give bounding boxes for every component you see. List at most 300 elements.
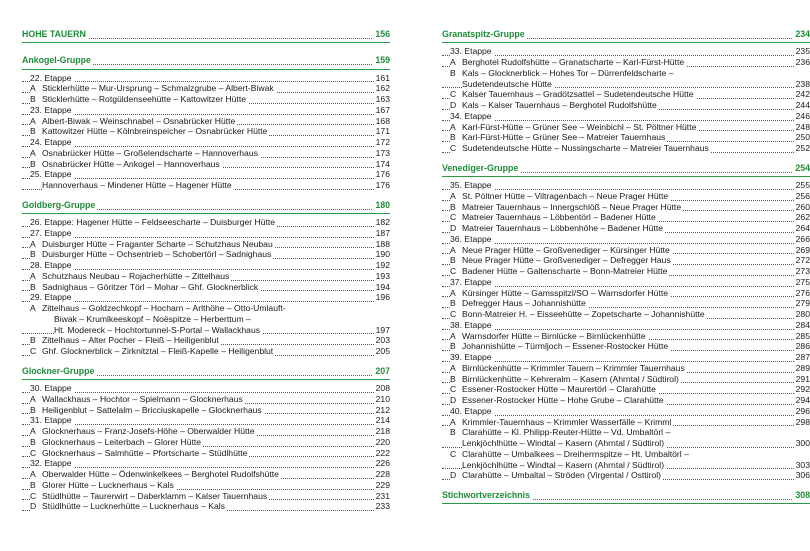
toc-route-entry — [22, 271, 390, 282]
page-number: 161 — [375, 72, 390, 83]
toc-route-entry — [22, 335, 390, 346]
toc-route-entry — [442, 298, 810, 309]
dot-leader — [22, 178, 390, 179]
entry-text: Matreier Tauernhaus – Innergschlöß – Neue Prager Hütte — [462, 201, 682, 212]
toc-route-entry — [442, 191, 810, 202]
toc-stage-entry — [22, 105, 390, 116]
entry-text: Zittelhaus – Goldzechkopf – Hocharn – Arlthöhe – Otto-Umlauft- — [42, 303, 286, 313]
entry-title — [450, 100, 659, 110]
page-number: 291 — [795, 373, 810, 384]
entry-text: 29. Etappe — [30, 292, 72, 303]
toc-route-entry — [442, 245, 810, 256]
entry-text: Sudetendeutsche Hütte – Nussingscharte – Matreier Tauernhaus — [462, 143, 709, 153]
entry-title — [450, 202, 683, 212]
toc-route-entry — [22, 303, 390, 314]
toc-stage-entry — [22, 217, 390, 228]
entry-text: Sticklerhütte – Mur-Ursprung – Schmalzgrube – Albert-Biwak — [42, 83, 274, 94]
entry-text: 30. Etappe — [30, 383, 72, 393]
entry-title — [442, 29, 527, 39]
entry-text: Kals – Glocknerblick – Hohes Tor – Dürrenfeldscharte – — [462, 67, 674, 78]
page-number: 174 — [375, 158, 390, 169]
toc-column-right — [442, 29, 810, 507]
toc-route-entry — [442, 331, 810, 342]
entry-text: Defregger Haus – Johannishütte — [462, 298, 586, 309]
page-number: 306 — [795, 470, 810, 481]
entry-title — [450, 427, 672, 437]
heading-rule — [442, 42, 810, 43]
entry-text: Matreier Tauernhaus – Löbbentörl – Badener Hütte — [462, 212, 656, 223]
page-number: 163 — [375, 94, 390, 104]
entry-text: St. Pöltner Hütte – Viltragenbach – Neue Prager Hütte — [462, 190, 669, 201]
page-number: 234 — [795, 29, 810, 39]
entry-title — [30, 105, 74, 115]
entry-title — [450, 223, 665, 233]
page-number: 210 — [375, 393, 390, 404]
heading-rule — [22, 69, 390, 70]
entry-title — [54, 325, 262, 335]
entry-title — [30, 126, 269, 136]
entry-title — [450, 406, 494, 416]
entry-text: Stüdlhütte – Taurerwirt – Daberklamm – Kalser Tauernhaus — [42, 490, 268, 501]
toc-route-continuation — [442, 79, 810, 90]
section-gap — [22, 46, 390, 55]
entry-title — [22, 55, 93, 65]
route-letter: C — [30, 447, 37, 458]
page-number: 194 — [375, 281, 390, 292]
page-number: 180 — [375, 199, 390, 210]
page-number: 208 — [375, 383, 390, 393]
entry-title — [450, 395, 666, 405]
page-number: 187 — [375, 227, 390, 238]
entry-title — [450, 111, 494, 121]
entry-title — [30, 217, 277, 227]
toc-route-entry — [22, 249, 390, 260]
page-number: 205 — [375, 346, 390, 356]
page-number: 246 — [795, 110, 810, 121]
entry-text: Biwak – Krumlkeeskopf – Noëspitze – Herberttum – — [54, 313, 251, 324]
entry-title — [442, 490, 532, 500]
route-letter: B — [30, 249, 36, 260]
route-letter: A — [450, 362, 456, 373]
entry-title — [30, 426, 257, 436]
entry-text: 26. Etappe: Hagener Hütte – Feldseescharte – Duisburger Hütte — [30, 217, 276, 227]
entry-text: Hannoverhaus – Mindener Hütte – Hagener Hütte — [42, 180, 232, 190]
route-letter: A — [30, 426, 36, 436]
toc-route-entry — [442, 57, 810, 68]
dot-leader — [442, 415, 810, 416]
entry-text: Granatspitz-Gruppe — [442, 29, 525, 39]
entry-text: 22. Etappe — [30, 72, 72, 83]
section-gap — [442, 481, 810, 490]
toc-route-entry — [442, 89, 810, 100]
entry-text: Lenkjöchlhütte – Windtal – Kasern (Ahrntal / Südtirol) — [462, 459, 665, 470]
entry-text: Glocknerhaus – Salmhütte – Pfortscharte – Stüdlhütte — [42, 447, 248, 458]
section-gap — [22, 191, 390, 200]
toc-route-entry — [22, 116, 390, 127]
route-letter: D — [450, 470, 457, 481]
page-number: 260 — [795, 201, 810, 212]
dot-leader — [22, 467, 390, 468]
toc-route-entry — [22, 448, 390, 459]
toc-route-entry — [22, 437, 390, 448]
page-number: 192 — [375, 260, 390, 270]
entry-text: Schutzhaus Neubau – Rojacherhütte – Zittelhaus — [42, 270, 230, 281]
route-letter: C — [450, 143, 457, 153]
toc-route-continuation — [22, 325, 390, 336]
toc-route-entry — [22, 491, 390, 502]
entry-text: Zittelhaus – Alter Pocher – Fleiß – Heiligenblut — [42, 335, 219, 346]
heading-rule — [442, 503, 810, 504]
entry-title — [450, 341, 670, 351]
route-letter: A — [450, 57, 456, 67]
entry-title — [30, 159, 222, 169]
route-letter: A — [450, 287, 456, 298]
entry-title — [450, 57, 686, 67]
entry-title — [30, 405, 264, 415]
route-letter: D — [450, 100, 457, 110]
page-number: 238 — [795, 78, 810, 89]
dot-leader — [442, 361, 810, 362]
entry-text: Clarahütte – Umbaltal – Ströden (Virgental / Osttirol) — [462, 470, 662, 481]
entry-text: Karl-Fürst-Hütte – Grüner See – Matreier Tauernhaus — [462, 132, 666, 143]
toc-route-entry — [22, 159, 390, 170]
page-number: 222 — [375, 447, 390, 458]
heading-rule — [442, 176, 810, 177]
toc-route-entry — [22, 148, 390, 159]
entry-title — [450, 245, 672, 255]
toc-route-entry — [442, 223, 810, 234]
entry-text: Essener-Rostocker Hütte – Maurertörl – Clarahütte — [462, 384, 656, 395]
toc-route-entry — [22, 469, 390, 480]
entry-text: Lenkjöchlhütte – Windtal – Kasern (Ahrntal / Südtirol) — [462, 438, 665, 448]
route-letter: B — [30, 94, 36, 104]
entry-text: 36. Etappe — [450, 233, 492, 244]
entry-text: Bonn-Matreier H. – Eisseehütte – Zopetscharte – Johannishütte — [462, 309, 705, 319]
heading-rule — [22, 379, 390, 380]
route-letter: A — [30, 469, 36, 479]
entry-text: Ht. Modereck – Hochtortunnel-S-Portal – Wallackhaus — [54, 324, 261, 335]
toc-section-heading — [22, 55, 390, 66]
page-number: 284 — [795, 319, 810, 330]
route-letter: B — [30, 281, 36, 292]
page-number: 173 — [375, 147, 390, 158]
toc-stage-entry — [442, 406, 810, 417]
page-number: 197 — [375, 324, 390, 335]
page-number: 228 — [375, 469, 390, 479]
entry-text: 27. Etappe — [30, 227, 72, 238]
entry-text: Oberwalder Hütte – Ödenwinkelkees – Berghotel Rudolfshütte — [42, 469, 279, 479]
route-letter: B — [450, 201, 456, 212]
route-letter: C — [450, 448, 457, 459]
route-letter: D — [30, 501, 37, 512]
entry-title — [30, 501, 227, 511]
entry-title — [30, 415, 74, 425]
route-letter: C — [450, 309, 457, 319]
entry-text: 25. Etappe — [30, 169, 72, 180]
route-letter: A — [450, 416, 456, 427]
toc-stage-entry — [22, 292, 390, 303]
entry-title — [30, 292, 74, 302]
entry-title — [30, 148, 260, 158]
entry-title — [30, 260, 74, 270]
toc-route-entry — [22, 83, 390, 94]
page-number: 273 — [795, 266, 810, 276]
page-number: 203 — [375, 335, 390, 346]
entry-text: Badener Hütte – Galtenscharte – Bonn-Matreier Hütte — [462, 266, 668, 276]
entry-title — [450, 277, 494, 287]
entry-title — [30, 169, 74, 179]
toc-stage-entry — [442, 180, 810, 191]
toc-route-entry — [22, 346, 390, 357]
entry-text: 33. Etappe — [450, 46, 492, 57]
route-letter: D — [450, 395, 457, 405]
dot-leader — [442, 286, 810, 287]
toc-section-heading — [22, 366, 390, 377]
toc-route-entry — [442, 449, 810, 460]
toc-route-entry — [442, 212, 810, 223]
dot-leader — [22, 301, 390, 302]
dot-leader — [22, 146, 390, 147]
page-number: 254 — [795, 162, 810, 173]
toc-stage-entry — [22, 383, 390, 394]
entry-text: Sticklerhütte – Rotgüldenseehütte – Kattowitzer Hütte — [42, 94, 246, 104]
page-number: 190 — [375, 249, 390, 260]
toc-route-entry — [22, 426, 390, 437]
page-number: 266 — [795, 233, 810, 244]
entry-title — [30, 491, 269, 501]
entry-text: Kattowitzer Hütte – Kölnbreinspeicher – Osnabrücker Hütte — [42, 126, 268, 137]
dot-leader — [22, 114, 390, 115]
entry-title — [450, 132, 667, 142]
route-letter: C — [450, 384, 457, 395]
entry-text: Venediger-Gruppe — [442, 162, 519, 173]
entry-title — [450, 288, 670, 298]
entry-text: Kürsinger Hütte – Gamsspitzl/SO – Warnsdorfer Hütte — [462, 287, 669, 298]
route-letter: B — [450, 341, 456, 352]
entry-title — [462, 438, 666, 448]
toc-route-entry — [442, 427, 810, 438]
entry-text: Glockner-Gruppe — [22, 365, 95, 376]
entry-text: Sadnighaus – Göritzer Törl – Mohar – Ghf. Glocknerblick — [42, 281, 259, 292]
page-number: 296 — [795, 405, 810, 416]
page-number: 255 — [795, 180, 810, 190]
entry-title — [450, 89, 696, 99]
entry-text: Goldberg-Gruppe — [22, 199, 96, 210]
toc-route-entry — [22, 126, 390, 137]
toc-route-entry — [442, 341, 810, 352]
toc-route-entry — [442, 384, 810, 395]
page-number: 236 — [795, 57, 810, 67]
page-number: 231 — [375, 490, 390, 501]
entry-text: 39. Etappe — [450, 352, 492, 362]
page-number: 176 — [375, 180, 390, 190]
entry-text: Duisburger Hütte – Ochsentrieb – Schobertörl – Sadnighaus — [42, 249, 272, 260]
entry-title — [30, 228, 74, 238]
entry-title — [30, 480, 176, 490]
route-letter: A — [450, 121, 456, 132]
page-number: 235 — [795, 46, 810, 57]
entry-title — [450, 143, 711, 153]
route-letter: B — [450, 427, 456, 438]
route-letter: B — [450, 67, 456, 78]
entry-title — [462, 460, 666, 470]
entry-title — [42, 180, 234, 190]
route-letter: A — [30, 303, 36, 313]
route-letter: B — [450, 298, 456, 309]
toc-stage-entry — [22, 169, 390, 180]
route-letter: B — [30, 404, 36, 415]
page-number: 167 — [375, 104, 390, 115]
entry-text: 32. Etappe — [30, 458, 72, 469]
page-number: 196 — [375, 292, 390, 303]
entry-text: Essener-Rostocker Hütte – Hohe Grube – Clarahütte — [462, 395, 664, 405]
entry-title — [442, 163, 520, 173]
entry-title — [450, 266, 669, 276]
toc-section-heading — [442, 29, 810, 40]
toc-route-entry — [442, 374, 810, 385]
entry-text: Johannishütte – Türmljoch – Essener-Rostocker Hütte — [462, 341, 669, 352]
route-letter: A — [30, 83, 36, 94]
page-number: 250 — [795, 132, 810, 143]
toc-route-continuation — [442, 438, 810, 449]
entry-text: Kals – Kalser Tauernhaus – Berghotel Rudolfshütte — [462, 100, 657, 110]
page-number: 233 — [375, 501, 390, 512]
page-number: 162 — [375, 83, 390, 94]
route-letter: A — [30, 147, 36, 158]
entry-text: Clarahütte – Umbalkees – Dreiherrnspitze – Ht. Umbaltörl – — [462, 448, 689, 459]
page-number: 262 — [795, 212, 810, 223]
entry-text: Glocknerhaus – Franz-Josefs-Höhe – Oberwalder Hütte — [42, 426, 255, 436]
page-number: 285 — [795, 330, 810, 341]
entry-title — [30, 346, 275, 356]
entry-title — [450, 374, 681, 384]
entry-text: HOHE TAUERN — [22, 29, 86, 39]
toc-route-entry — [442, 363, 810, 374]
toc-route-entry — [442, 255, 810, 266]
entry-text: Wallackhaus – Hochtor – Spielmann – Glocknerhaus — [42, 393, 243, 404]
route-letter: B — [30, 479, 36, 490]
toc-stage-entry — [442, 352, 810, 363]
dot-leader — [22, 237, 390, 238]
entry-title — [30, 282, 260, 292]
page-number: 159 — [375, 55, 390, 66]
entry-title — [450, 46, 494, 56]
toc-route-continuation — [22, 314, 390, 325]
route-letter: B — [30, 436, 36, 447]
dot-leader — [442, 189, 810, 190]
page-number: 264 — [795, 223, 810, 233]
page-number: 229 — [375, 479, 390, 490]
entry-title — [30, 383, 74, 393]
toc-stage-entry — [22, 137, 390, 148]
toc-stage-entry — [22, 260, 390, 271]
section-gap — [22, 357, 390, 366]
entry-title — [450, 180, 494, 190]
entry-title — [30, 335, 221, 345]
toc-stage-entry — [442, 277, 810, 288]
entry-title — [450, 68, 675, 78]
page-number: 218 — [375, 426, 390, 436]
entry-text: Duisburger Hütte – Fraganter Scharte – Schutzhaus Neubau — [42, 238, 273, 249]
page-number: 294 — [795, 395, 810, 405]
entry-text: Matreier Tauernhaus – Löbbenhöhe – Badener Hütte — [462, 223, 663, 233]
route-letter: C — [30, 490, 37, 501]
entry-text: Stüdlhütte – Lucknerhütte – Lucknerhaus – Kals — [42, 501, 225, 512]
page-number: 172 — [375, 137, 390, 147]
entry-title — [30, 394, 245, 404]
entry-text: 34. Etappe — [450, 110, 492, 121]
page-number: 226 — [375, 458, 390, 469]
toc-route-continuation — [22, 180, 390, 191]
entry-text: 37. Etappe — [450, 276, 492, 287]
page-number: 248 — [795, 121, 810, 132]
toc-section-heading — [442, 163, 810, 174]
entry-title — [450, 191, 670, 201]
entry-title — [450, 384, 658, 394]
entry-text: Karl-Fürst-Hütte – Grüner See – Weinbichl – St. Pöltner Hütte — [462, 121, 697, 132]
page-number: 286 — [795, 341, 810, 352]
toc-route-entry — [22, 394, 390, 405]
entry-title — [30, 448, 249, 458]
toc-route-entry — [22, 239, 390, 250]
dot-leader — [442, 329, 810, 330]
entry-title — [30, 458, 74, 468]
toc-column-left — [22, 29, 390, 512]
dot-leader — [442, 243, 810, 244]
page-number: 242 — [795, 89, 810, 100]
entry-text: Heiligenblut – Sattelalm – Bricciuskapelle – Glocknerhaus — [42, 404, 262, 415]
page-number: 212 — [375, 404, 390, 415]
toc-route-entry — [442, 309, 810, 320]
dot-leader — [442, 120, 810, 121]
entry-text: 31. Etappe — [30, 415, 72, 426]
toc-route-entry — [22, 94, 390, 105]
entry-title — [30, 271, 231, 281]
entry-title — [450, 309, 707, 319]
page-number: 275 — [795, 276, 810, 287]
page-number: 193 — [375, 270, 390, 281]
entry-text: Kalser Tauernhaus – Gradötzsattel – Sudetendeutsche Hütte — [462, 89, 694, 100]
page-number: 256 — [795, 190, 810, 201]
entry-title — [22, 200, 97, 210]
entry-title — [450, 363, 687, 373]
toc-route-entry — [442, 143, 810, 154]
dot-leader — [22, 392, 390, 393]
toc-stage-entry — [22, 458, 390, 469]
page-number: 303 — [795, 459, 810, 470]
entry-text: 40. Etappe — [450, 405, 492, 416]
entry-title — [462, 79, 554, 89]
page-number: 289 — [795, 362, 810, 373]
dot-leader — [442, 55, 810, 56]
entry-text: Berghotel Rudolfshütte – Granatscharte – Karl-Fürst-Hütte — [462, 57, 685, 67]
entry-title — [450, 352, 494, 362]
entry-text: 38. Etappe — [450, 319, 492, 330]
route-letter: B — [30, 158, 36, 169]
toc-section-heading — [442, 490, 810, 501]
toc-route-entry — [442, 132, 810, 143]
section-gap — [442, 154, 810, 163]
toc-stage-entry — [442, 46, 810, 57]
entry-title — [450, 122, 698, 132]
toc-route-entry — [442, 417, 810, 428]
page-number: 292 — [795, 384, 810, 395]
toc-route-entry — [442, 470, 810, 481]
entry-title — [450, 234, 494, 244]
page-number: 182 — [375, 217, 390, 227]
route-letter: A — [30, 238, 36, 249]
toc-route-entry — [442, 202, 810, 213]
